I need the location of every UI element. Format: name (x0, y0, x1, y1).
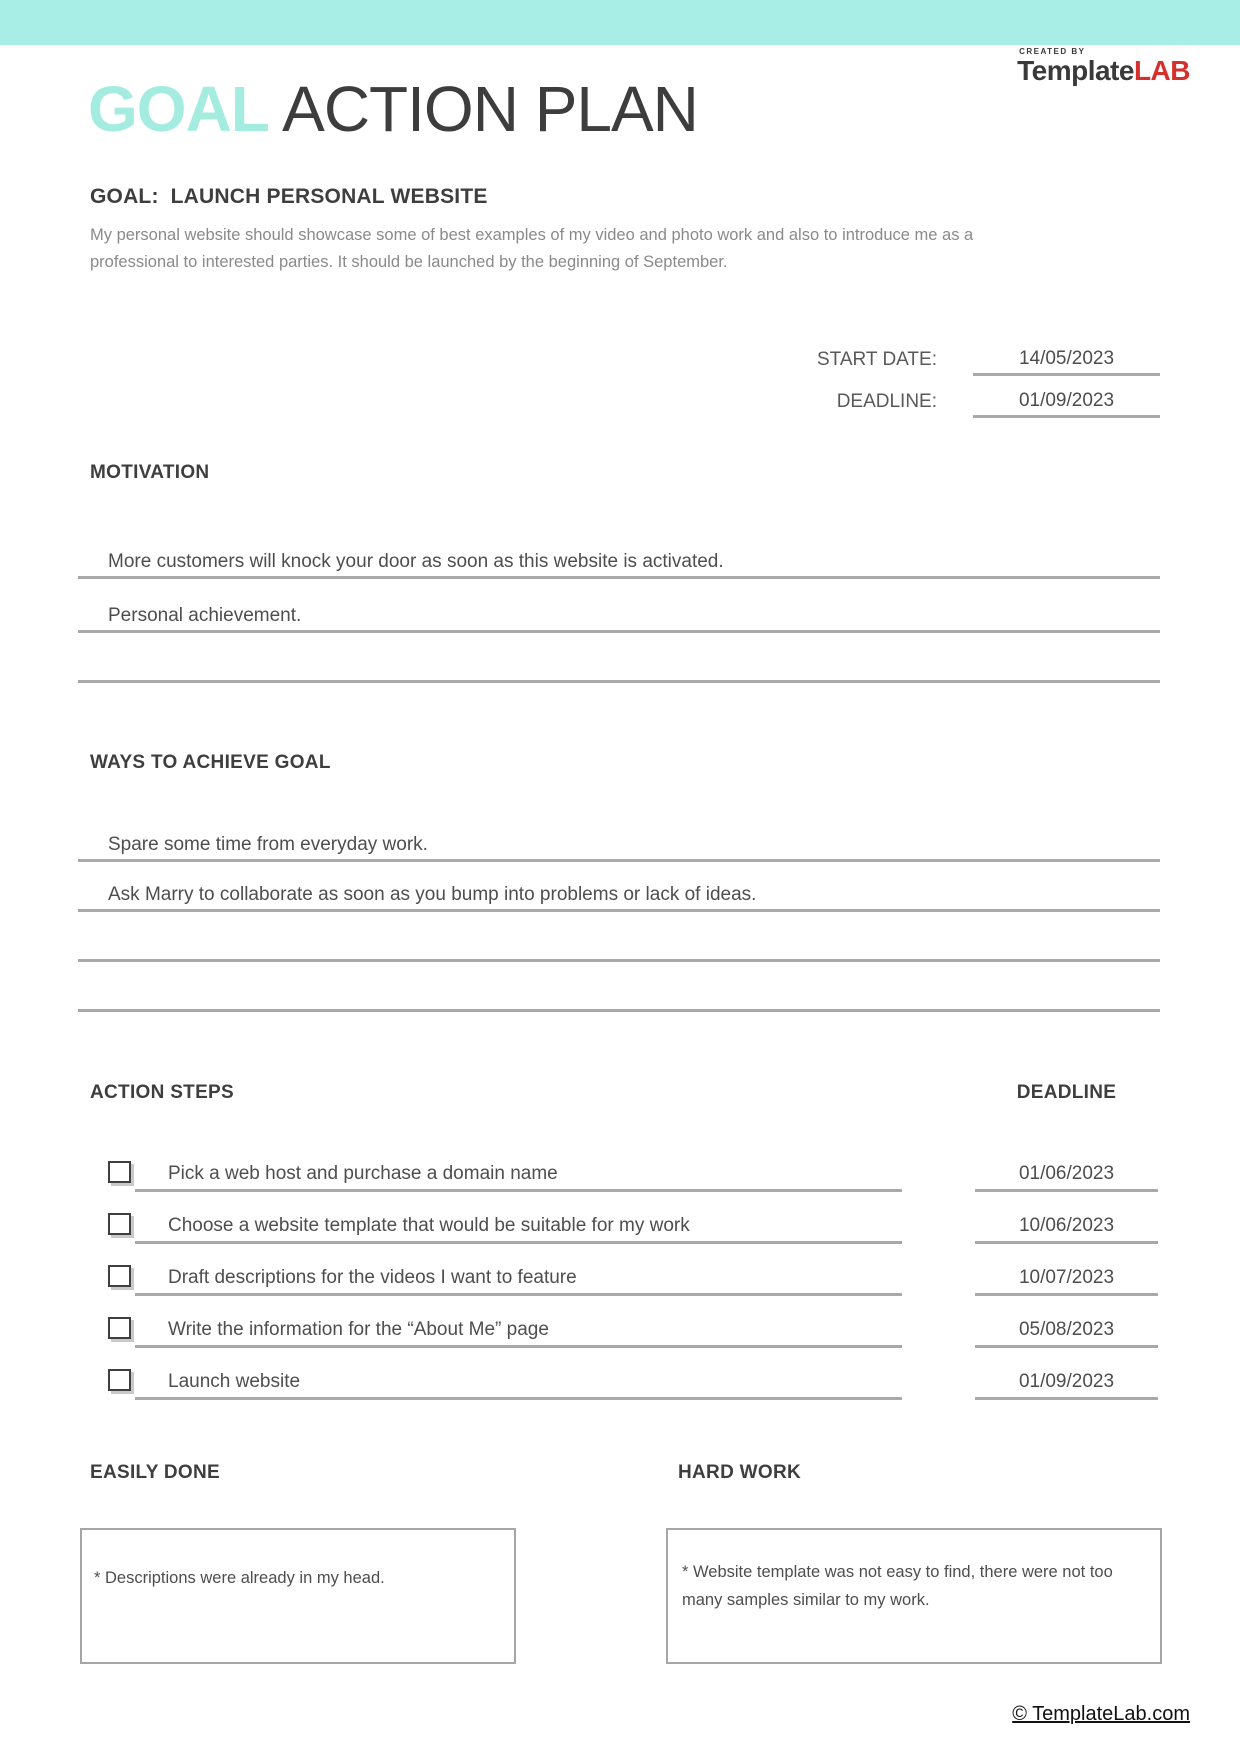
goal-description: My personal website should showcase some of best examples of my video and photo work and also to introduce me as a professional to interested parties. It should be launched by the beginning of September. (90, 226, 974, 271)
step-deadline-field[interactable]: 05/08/2023 (975, 1317, 1158, 1348)
goal-label: GOAL: (90, 185, 159, 208)
goal-value: LAUNCH PERSONAL WEBSITE (170, 185, 488, 208)
hard-work-heading: HARD WORK (678, 1462, 802, 1483)
step-deadline-field[interactable]: 10/06/2023 (975, 1213, 1158, 1244)
ways-entry-field[interactable] (78, 981, 1160, 1012)
motivation-entry-field[interactable] (78, 652, 1160, 683)
ways-entry-field[interactable] (78, 931, 1160, 962)
logo-word-lab: LAB (1133, 55, 1190, 86)
footer (1012, 1703, 1190, 1726)
motivation-entry-field[interactable]: Personal achievement. (78, 602, 1160, 633)
step-field[interactable]: Launch website (135, 1369, 902, 1400)
step-deadline-field[interactable]: 10/07/2023 (975, 1265, 1158, 1296)
page-title-accent: GOAL (88, 73, 269, 145)
step-checkbox[interactable] (108, 1369, 131, 1391)
easily-done-box[interactable] (80, 1528, 516, 1664)
step-field[interactable]: Write the information for the “About Me” page (135, 1317, 902, 1348)
motivation-heading: MOTIVATION (90, 462, 210, 483)
action-steps-heading: ACTION STEPS (90, 1082, 235, 1103)
page-title (88, 72, 698, 146)
easily-done-heading: EASILY DONE (90, 1462, 221, 1483)
step-field[interactable]: Choose a website template that would be suitable for my work (135, 1213, 902, 1244)
step-checkbox[interactable] (108, 1213, 131, 1235)
deadline-row (817, 390, 1160, 418)
step-deadline-field[interactable]: 01/06/2023 (975, 1161, 1158, 1192)
top-accent-bar (0, 0, 1240, 45)
deadline-label: DEADLINE: (836, 391, 937, 412)
hard-work-box[interactable] (666, 1528, 1162, 1664)
start-date-label: START DATE: (816, 349, 937, 370)
step-checkbox[interactable] (108, 1317, 131, 1339)
motivation-entry-field[interactable]: More customers will knock your door as soon as this website is activated. (78, 548, 1160, 579)
deadline-column-heading: DEADLINE (1016, 1082, 1117, 1103)
footer-copyright-link[interactable]: © TemplateLab.com (1012, 1703, 1190, 1725)
step-checkbox[interactable] (108, 1265, 131, 1287)
start-date-row (817, 348, 1160, 376)
hard-work-note: * Website template was not easy to find, there were not too many samples similar to my work. (682, 1563, 1113, 1610)
templatelab-logo (1017, 48, 1190, 85)
start-date-field[interactable]: 14/05/2023 (973, 348, 1160, 376)
goal-heading (90, 185, 488, 209)
ways-entry-field[interactable]: Ask Marry to collaborate as soon as you bump into problems or lack of ideas. (78, 881, 1160, 912)
step-checkbox[interactable] (108, 1161, 131, 1183)
step-deadline-field[interactable]: 01/09/2023 (975, 1369, 1158, 1400)
ways-entry-field[interactable]: Spare some time from everyday work. (78, 831, 1160, 862)
logo-word-template: Template (1017, 55, 1134, 86)
easily-done-note: * Descriptions were already in my head. (94, 1569, 385, 1587)
ways-heading: WAYS TO ACHIEVE GOAL (90, 752, 331, 773)
step-field[interactable]: Draft descriptions for the videos I want to feature (135, 1265, 902, 1296)
logo-wordmark (1017, 55, 1190, 86)
step-field[interactable]: Pick a web host and purchase a domain name (135, 1161, 902, 1192)
dates-block (817, 348, 1160, 432)
page-title-rest: ACTION PLAN (268, 73, 698, 145)
deadline-field[interactable]: 01/09/2023 (973, 390, 1160, 418)
logo-created-by-label: CREATED BY (1019, 47, 1086, 56)
